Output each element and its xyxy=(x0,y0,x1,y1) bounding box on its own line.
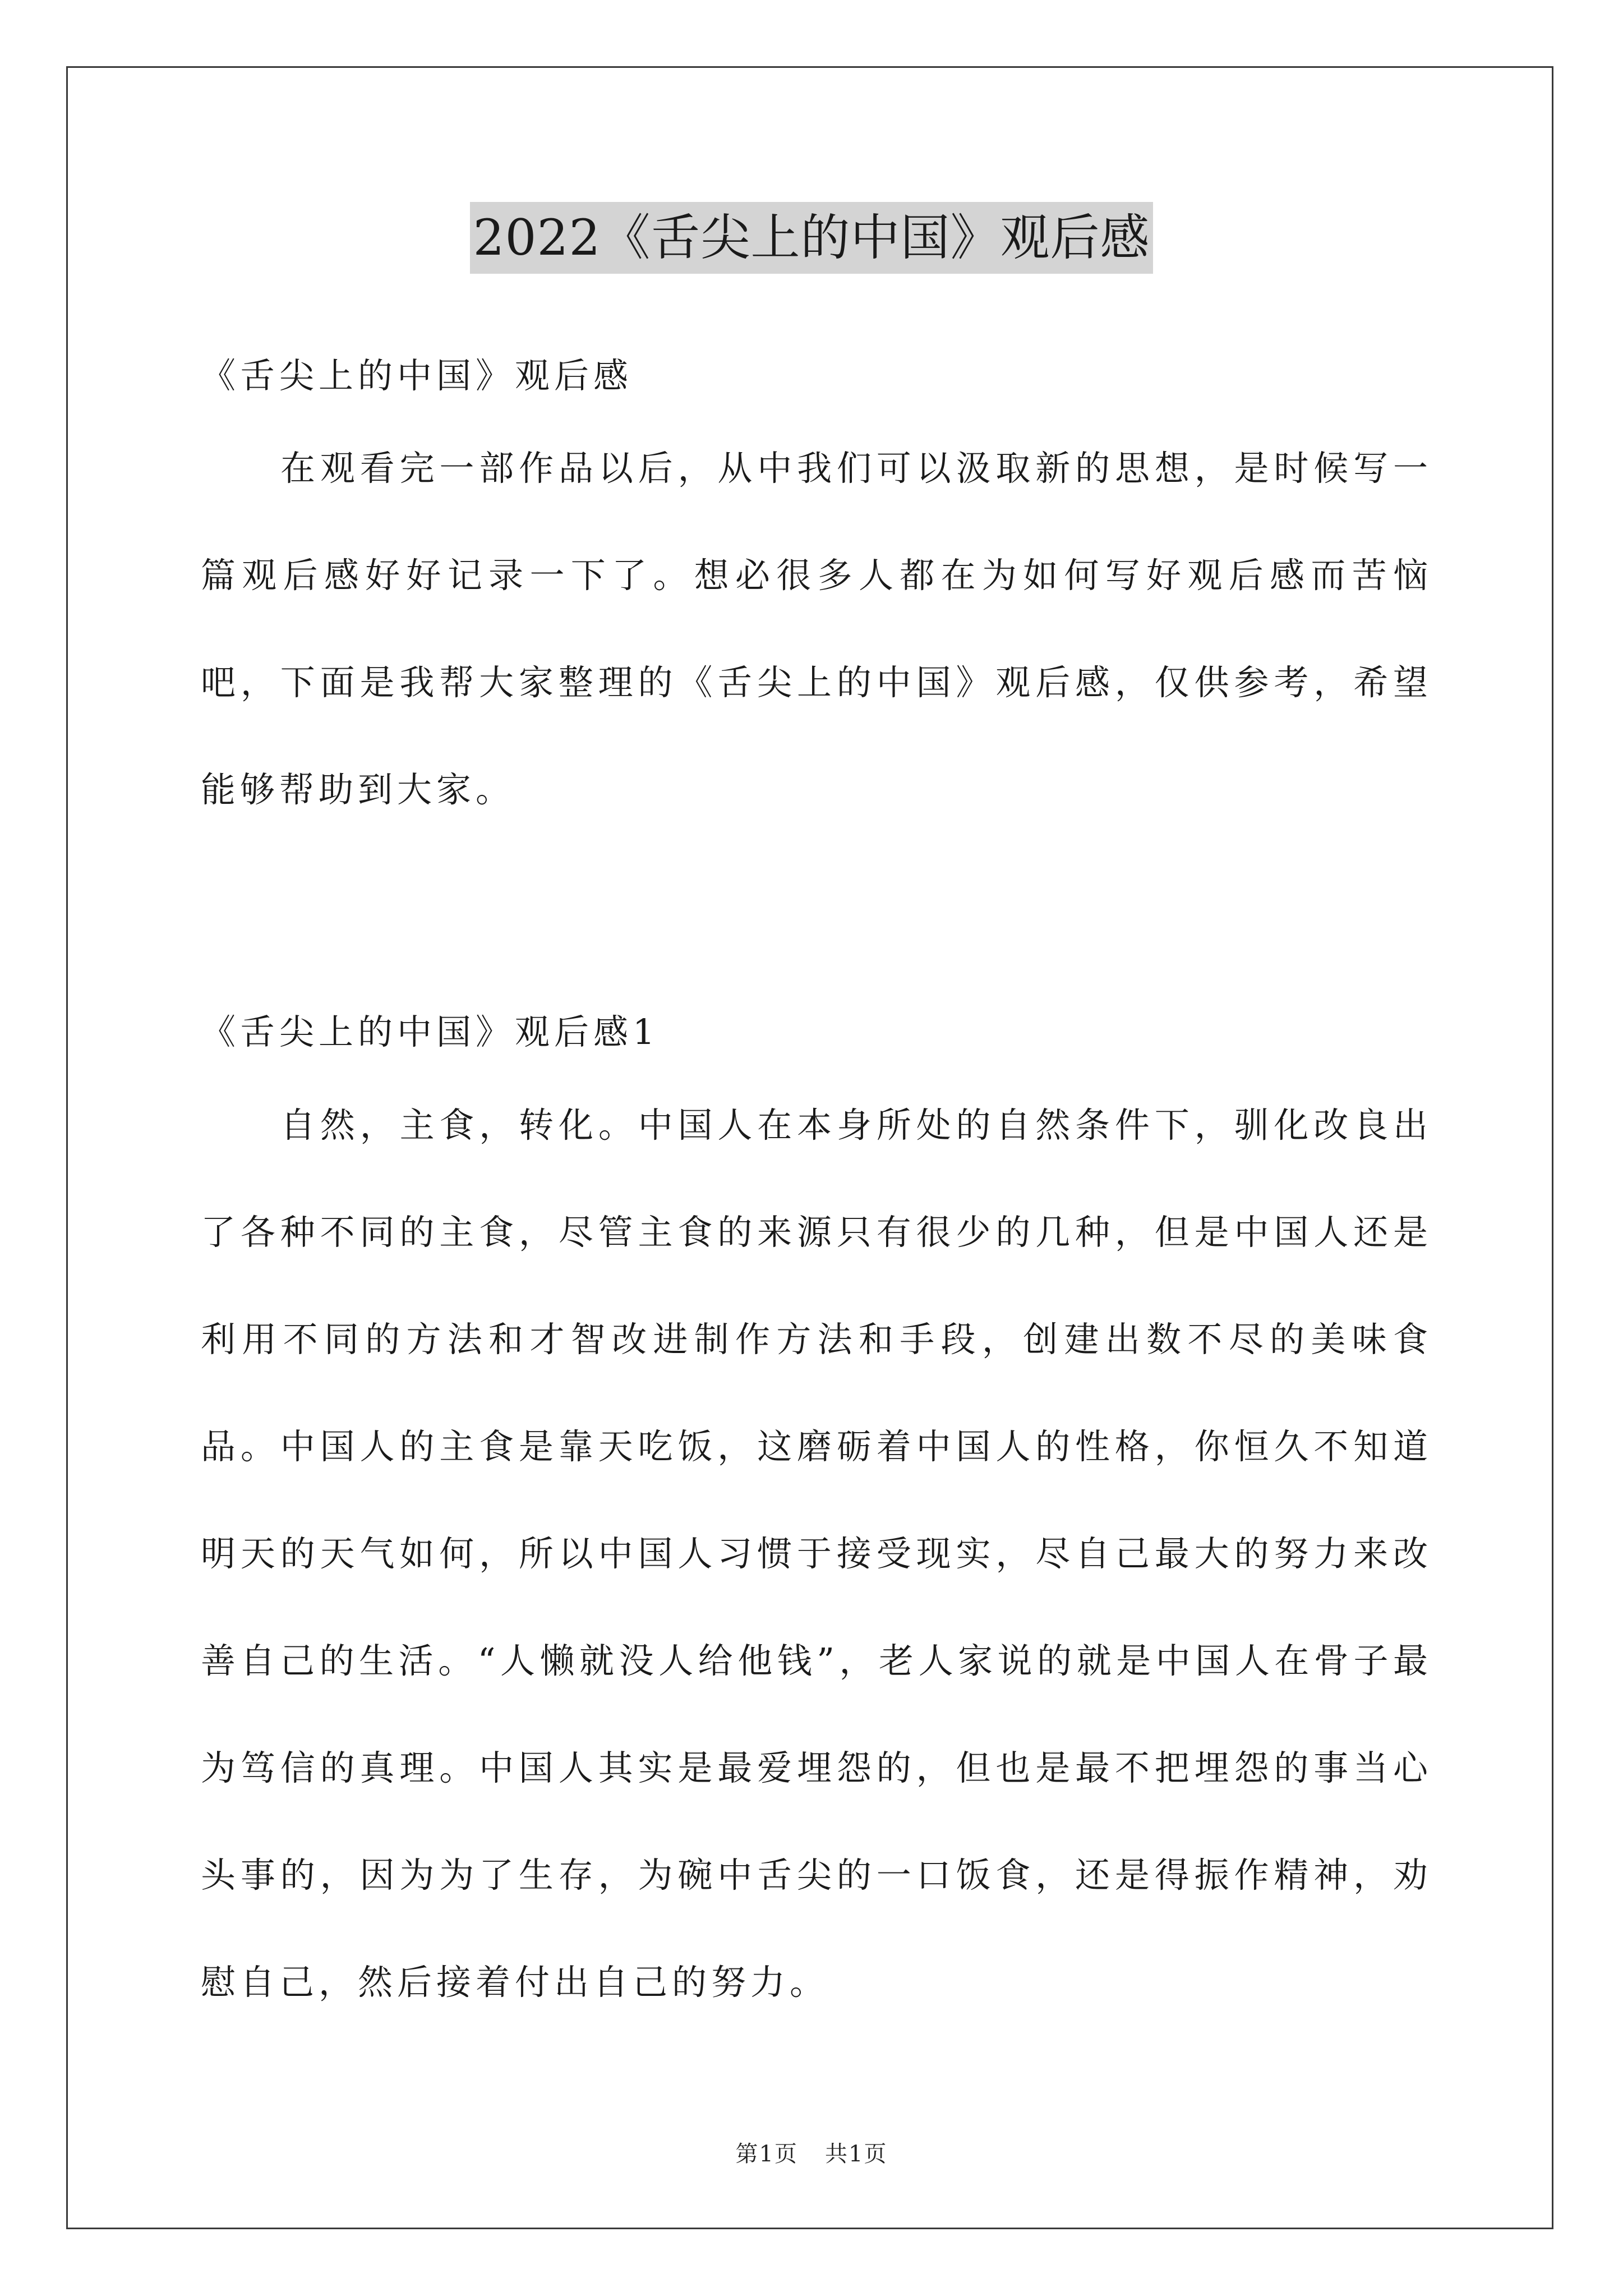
document-title: 2022《舌尖上的中国》观后感 xyxy=(470,202,1154,274)
intro-heading: 《舌尖上的中国》观后感 xyxy=(201,355,633,396)
section-paragraph: 自然，主食，转化。中国人在本身所处的自然条件下，驯化改良出了各种不同的主食，尽管主食的来源只有很少的几种，但是中国人还是利用不同的方法和才智改进制作方法和手段，创建出数不尽的美味食品。中国人的主食是靠天吃饭，这磨砺着中国人的性格，你恒久不知道明天的天气如何，所以中国人习惯于接受现实，尽自己最大的努力来改善自己的生活。“人懒就没人给他钱”，老人家说的就是中国人在骨子最为笃信的真理。中国人其实是最爱埋怨的，但也是最不把埋怨的事当心头事的，因为为了生存，为碗中舌尖的一口饭食，还是得振作精神，劝慰自己，然后接着付出自己的努力。 xyxy=(201,1105,1432,2003)
intro-paragraph: 在观看完一部作品以后，从中我们可以汲取新的思想，是时候写一篇观后感好好记录一下了。想必很多人都在为如何写好观后感而苦恼吧，下面是我帮大家整理的《舌尖上的中国》观后感，仅供参考，希望能够帮助到大家。 xyxy=(201,448,1432,810)
title-container xyxy=(0,202,1623,274)
section-heading: 《舌尖上的中国》观后感1 xyxy=(201,1011,660,1052)
page-number: 第1页 xyxy=(735,2141,798,2167)
page-total: 共1页 xyxy=(825,2141,888,2167)
page-footer xyxy=(0,2136,1623,2168)
